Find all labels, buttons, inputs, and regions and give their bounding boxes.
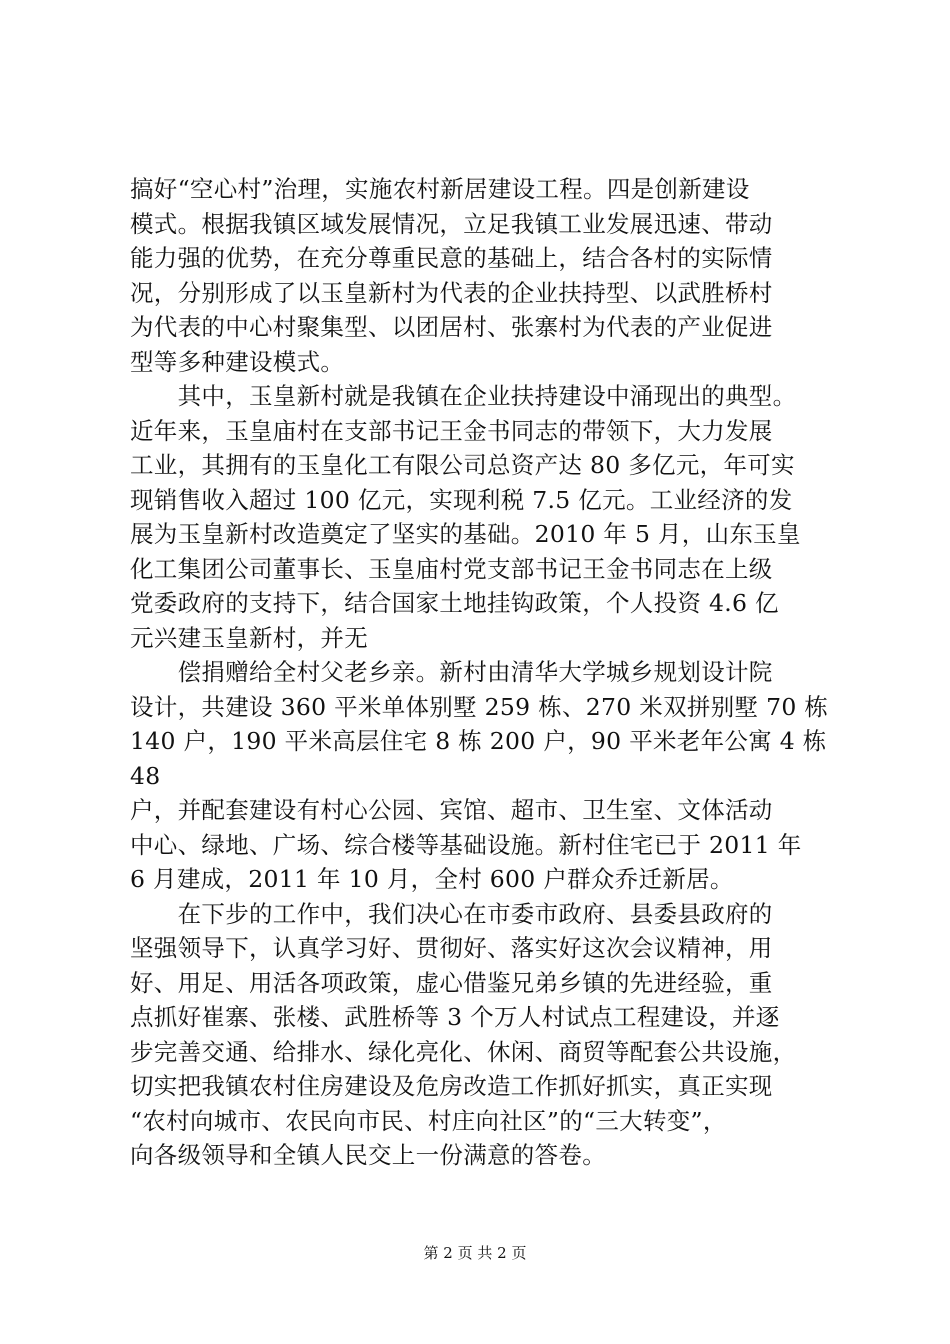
- paragraph-1: 搞好“空心村”治理，实施农村新居建设工程。四是创新建设 模式。根据我镇区域发展情况，立足我镇工业发展迅速、带动 能力强的优势，在充分尊重民意的基础上，结合各村的实际情 况，分别形成了以玉皇新村为代表的企业扶持型、以武胜桥村 为代表的中心村聚集型、以团居村、张寨村为代表的产业促进 型等多种建设模式。: [130, 175, 773, 376]
- document-body: [130, 172, 850, 1173]
- paragraph-3: 偿捐赠给全村父老乡亲。新村由清华大学城乡规划设计院 设计，共建设 360 平米单体别墅 259 栋、270 米双拼别墅 70 栋 140 户，190 平米高层住宅 8 栋 200 户，90 平米老年公寓 4 栋 48 户，并配套建设有村心公园、宾馆、超市、卫生室、文体活动 中心、绿地、广场、综合楼等基础设施。新村住宅已于 2011 年 6 月建成，2011 年 10 月，全村 600 户群众乔迁新居。: [130, 658, 829, 893]
- page-number-footer: 第 2 页 共 2 页: [423, 1244, 527, 1262]
- paragraph-2: 其中，玉皇新村就是我镇在企业扶持建设中涌现出的典型。 近年来，玉皇庙村在支部书记王金书同志的带领下，大力发展 工业，其拥有的玉皇化工有限公司总资产达 80 多亿元，年可实 现销售收入超过 100 亿元，实现利税 7.5 亿元。工业经济的发 展为玉皇新村改造奠定了坚实的基础。2010 年 5 月，山东玉皇 化工集团公司董事长、玉皇庙村党支部书记王金书同志在上级 党委政府的支持下，结合国家土地挂钩政策，个人投资 4.6 亿 元兴建玉皇新村，并无: [130, 382, 801, 652]
- paragraph-4: 在下步的工作中，我们决心在市委市政府、县委县政府的 坚强领导下，认真学习好、贯彻好、落实好这次会议精神，用 好、用足、用活各项政策，虚心借鉴兄弟乡镇的先进经验，重 点抓好崔寨、张楼、武胜桥等 3 个万人村试点工程建设，并逐 步完善交通、给排水、绿化亮化、休闲、商贸等配套公共设施， 切实把我镇农村住房建设及危房改造工作抓好抓实，真正实现 “农村向城市、农民向市民、村庄向社区”的“三大转变”， 向各级领导和全镇人民交上一份满意的答卷。: [130, 899, 797, 1169]
